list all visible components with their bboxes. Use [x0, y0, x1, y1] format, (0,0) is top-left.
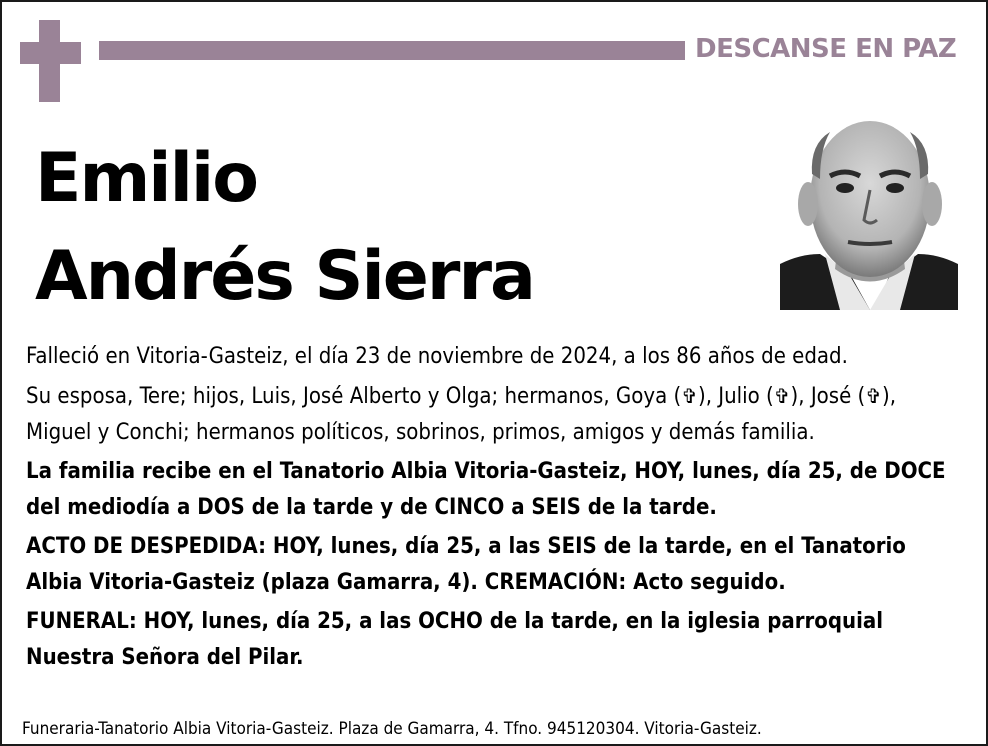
- deceased-cross-icon: ✞: [681, 384, 698, 408]
- header-title: DESCANSE EN PAZ: [695, 34, 957, 64]
- funeral-info: FUNERAL: HOY, lunes, día 25, a las OCHO de la tarde, en la iglesia parroquial Nuestra Señora del Pilar.: [26, 609, 884, 670]
- first-name: Emilio: [35, 139, 257, 218]
- surnames: Andrés Sierra: [35, 237, 534, 316]
- deceased-name: [35, 130, 534, 326]
- farewell-info: ACTO DE DESPEDIDA: HOY, lunes, día 25, a las SEIS de la tarde, en el Tanatorio Albia Vitoria-Gasteiz (plaza Gamarra, 4). CREMACIÓN: Acto seguido.: [26, 534, 906, 595]
- header-divider-bar: [99, 41, 685, 60]
- obituary-body: [26, 339, 966, 679]
- deceased-cross-icon: ✞: [773, 384, 791, 408]
- family-list: Su esposa, Tere; hijos, Luis, José Alberto y Olga; hermanos, Goya (✞), Julio (✞), José (✞), Miguel y Conchi; hermanos políticos, sobrinos, primos, amigos y demás familia.: [26, 384, 897, 445]
- funeral-home-footer: Funeraria-Tanatorio Albia Vitoria-Gasteiz. Plaza de Gamarra, 4. Tfno. 945120304. Vitoria-Gasteiz.: [22, 719, 762, 739]
- death-notice: Falleció en Vitoria-Gasteiz, el día 23 de noviembre de 2024, a los 86 años de edad.: [26, 344, 848, 369]
- visitation-info: La familia recibe en el Tanatorio Albia Vitoria-Gasteiz, HOY, lunes, día 25, de DOCE del mediodía a DOS de la tarde y de CINCO a SEIS de la tarde.: [26, 459, 946, 520]
- portrait-photo: [780, 104, 958, 310]
- deceased-cross-icon: ✞: [865, 384, 883, 408]
